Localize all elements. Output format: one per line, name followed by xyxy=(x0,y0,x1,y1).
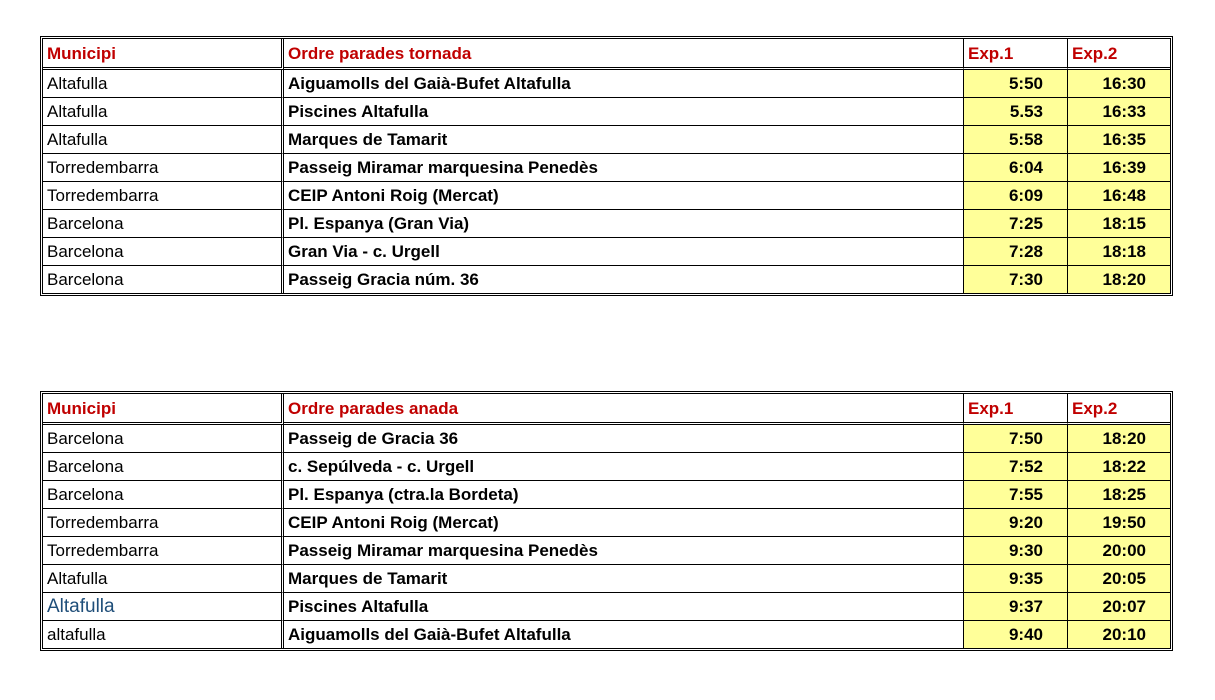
outbound-schedule-table xyxy=(40,391,1173,651)
exp2-time-cell: 20:05 xyxy=(1068,565,1170,593)
header-exp1: Exp.1 xyxy=(964,39,1068,70)
header-municipi: Municipi xyxy=(43,39,284,70)
exp2-time-cell: 20:07 xyxy=(1068,593,1170,621)
stop-cell: Aiguamolls del Gaià-Bufet Altafulla xyxy=(284,70,964,98)
header-exp1: Exp.1 xyxy=(964,394,1068,425)
return-schedule-table xyxy=(40,36,1173,296)
exp2-time-cell: 19:50 xyxy=(1068,509,1170,537)
municipi-cell: Barcelona xyxy=(43,238,284,266)
table-row xyxy=(43,565,1170,593)
municipi-cell: Torredembarra xyxy=(43,154,284,182)
exp1-time-cell: 5.53 xyxy=(964,98,1068,126)
municipi-cell: Altafulla xyxy=(43,593,284,621)
table-header-row xyxy=(43,394,1170,425)
stop-cell: Marques de Tamarit xyxy=(284,565,964,593)
exp2-time-cell: 20:10 xyxy=(1068,621,1170,648)
municipi-cell: Barcelona xyxy=(43,453,284,481)
table-row xyxy=(43,210,1170,238)
exp2-time-cell: 20:00 xyxy=(1068,537,1170,565)
table-row xyxy=(43,593,1170,621)
stop-cell: Marques de Tamarit xyxy=(284,126,964,154)
municipi-cell: Barcelona xyxy=(43,425,284,453)
stop-cell: CEIP Antoni Roig (Mercat) xyxy=(284,509,964,537)
exp1-time-cell: 5:50 xyxy=(964,70,1068,98)
exp2-time-cell: 16:30 xyxy=(1068,70,1170,98)
municipi-cell: Altafulla xyxy=(43,70,284,98)
exp1-time-cell: 7:50 xyxy=(964,425,1068,453)
exp1-time-cell: 6:09 xyxy=(964,182,1068,210)
stop-cell: CEIP Antoni Roig (Mercat) xyxy=(284,182,964,210)
header-exp2: Exp.2 xyxy=(1068,39,1170,70)
exp1-time-cell: 7:55 xyxy=(964,481,1068,509)
table-row xyxy=(43,481,1170,509)
stop-cell: c. Sepúlveda - c. Urgell xyxy=(284,453,964,481)
table-row xyxy=(43,126,1170,154)
exp1-time-cell: 9:20 xyxy=(964,509,1068,537)
stop-cell: Aiguamolls del Gaià-Bufet Altafulla xyxy=(284,621,964,648)
exp1-time-cell: 5:58 xyxy=(964,126,1068,154)
exp2-time-cell: 16:39 xyxy=(1068,154,1170,182)
municipi-cell: Altafulla xyxy=(43,98,284,126)
municipi-cell: Barcelona xyxy=(43,210,284,238)
header-municipi: Municipi xyxy=(43,394,284,425)
exp1-time-cell: 9:37 xyxy=(964,593,1068,621)
exp2-time-cell: 18:18 xyxy=(1068,238,1170,266)
exp1-time-cell: 7:28 xyxy=(964,238,1068,266)
exp2-time-cell: 18:20 xyxy=(1068,425,1170,453)
exp1-time-cell: 9:40 xyxy=(964,621,1068,648)
municipi-cell: altafulla xyxy=(43,621,284,648)
exp1-time-cell: 7:30 xyxy=(964,266,1068,293)
exp1-time-cell: 7:25 xyxy=(964,210,1068,238)
table-row xyxy=(43,621,1170,648)
municipi-cell: Barcelona xyxy=(43,481,284,509)
table-row xyxy=(43,266,1170,293)
table-row xyxy=(43,70,1170,98)
stop-cell: Pl. Espanya (Gran Via) xyxy=(284,210,964,238)
stop-cell: Gran Via - c. Urgell xyxy=(284,238,964,266)
header-stops: Ordre parades tornada xyxy=(284,39,964,70)
exp2-time-cell: 18:22 xyxy=(1068,453,1170,481)
exp1-time-cell: 9:30 xyxy=(964,537,1068,565)
stop-cell: Passeig Miramar marquesina Penedès xyxy=(284,154,964,182)
exp2-time-cell: 18:25 xyxy=(1068,481,1170,509)
exp1-time-cell: 7:52 xyxy=(964,453,1068,481)
stop-cell: Piscines Altafulla xyxy=(284,593,964,621)
exp2-time-cell: 16:35 xyxy=(1068,126,1170,154)
exp2-time-cell: 16:48 xyxy=(1068,182,1170,210)
header-exp2: Exp.2 xyxy=(1068,394,1170,425)
exp1-time-cell: 6:04 xyxy=(964,154,1068,182)
table-row xyxy=(43,238,1170,266)
table-row xyxy=(43,425,1170,453)
table-row xyxy=(43,509,1170,537)
table-row xyxy=(43,537,1170,565)
stop-cell: Passeig Gracia núm. 36 xyxy=(284,266,964,293)
stop-cell: Pl. Espanya (ctra.la Bordeta) xyxy=(284,481,964,509)
municipi-cell: Altafulla xyxy=(43,126,284,154)
table-row xyxy=(43,182,1170,210)
exp2-time-cell: 16:33 xyxy=(1068,98,1170,126)
table-row xyxy=(43,154,1170,182)
municipi-cell: Torredembarra xyxy=(43,537,284,565)
table-header-row xyxy=(43,39,1170,70)
exp2-time-cell: 18:20 xyxy=(1068,266,1170,293)
table-row xyxy=(43,98,1170,126)
header-stops: Ordre parades anada xyxy=(284,394,964,425)
table-row xyxy=(43,453,1170,481)
exp1-time-cell: 9:35 xyxy=(964,565,1068,593)
municipi-cell: Torredembarra xyxy=(43,182,284,210)
stop-cell: Passeig de Gracia 36 xyxy=(284,425,964,453)
municipi-cell: Altafulla xyxy=(43,565,284,593)
municipi-cell: Barcelona xyxy=(43,266,284,293)
exp2-time-cell: 18:15 xyxy=(1068,210,1170,238)
stop-cell: Passeig Miramar marquesina Penedès xyxy=(284,537,964,565)
stop-cell: Piscines Altafulla xyxy=(284,98,964,126)
municipi-cell: Torredembarra xyxy=(43,509,284,537)
